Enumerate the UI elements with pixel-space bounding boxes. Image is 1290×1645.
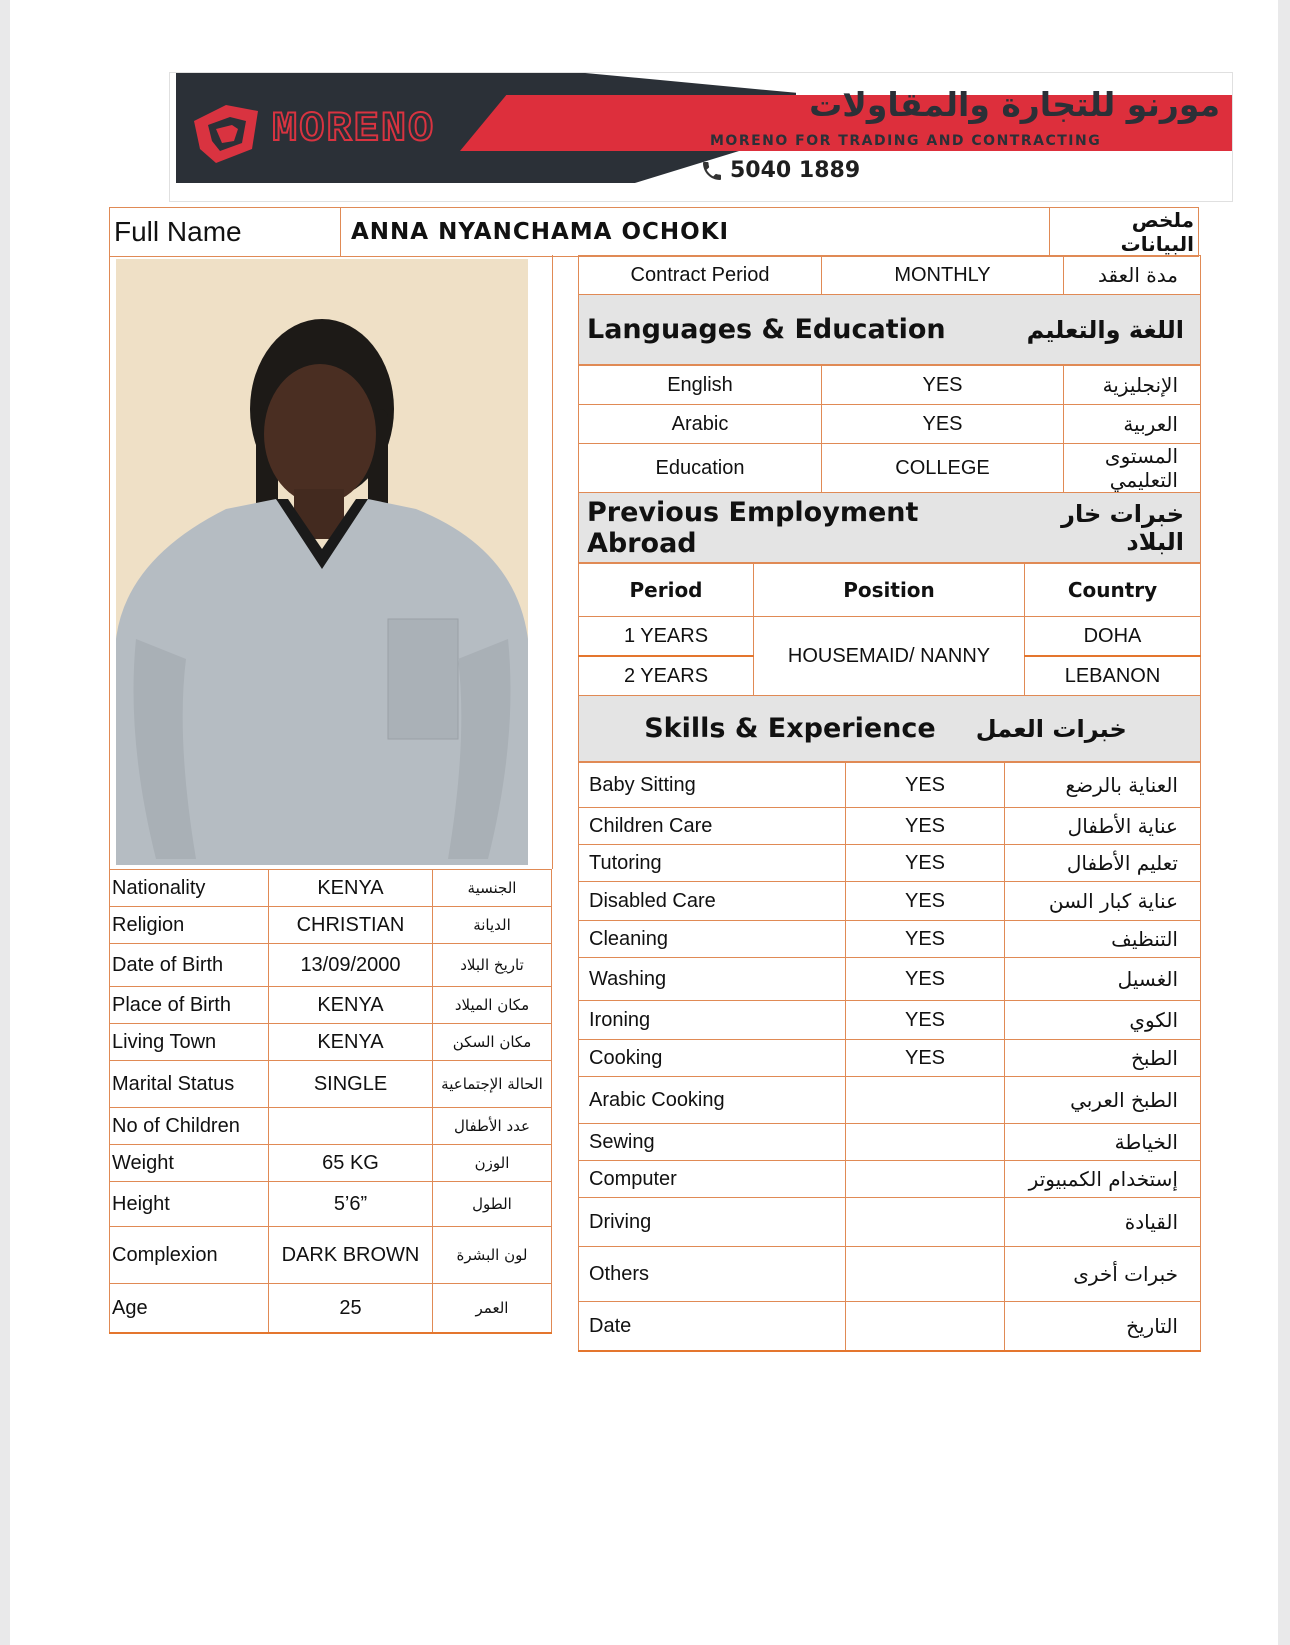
skill-label: Ironing [579,1001,846,1040]
skill-value: YES [846,882,1005,921]
skill-row [579,921,1201,958]
personal-row [110,870,552,907]
skill-label: Washing [579,958,846,1001]
skills-title-arabic: خبرات العمل [975,714,1127,743]
skill-row [579,1198,1201,1247]
skill-value: YES [846,845,1005,882]
skill-value [846,1302,1005,1352]
employment-section-header [578,493,1201,563]
language-value: COLLEGE [822,444,1064,493]
skill-ar: التنظيف [1005,921,1201,958]
personal-label: Marital Status [110,1061,269,1108]
language-value: YES [822,366,1064,405]
skill-row [579,882,1201,921]
employment-header-period: Period [579,564,754,617]
contract-table [578,255,1201,295]
skill-value: YES [846,958,1005,1001]
personal-label: Religion [110,907,269,944]
skill-ar: عناية الأطفال [1005,808,1201,845]
personal-ar: الديانة [433,907,552,944]
languages-title-arabic: اللغة والتعليم [1026,315,1184,344]
skill-ar: عناية كبار السن [1005,882,1201,921]
skill-row [579,808,1201,845]
skills-section-header [578,696,1201,762]
skill-label: Driving [579,1198,846,1247]
skill-value: YES [846,1040,1005,1077]
personal-row [110,1227,552,1284]
personal-label: Living Town [110,1024,269,1061]
skill-label: Children Care [579,808,846,845]
contract-period-arabic: مدة العقد [1064,256,1201,295]
language-ar: الإنجليزية [1064,366,1201,405]
skill-row [579,1124,1201,1161]
cv-page [10,0,1278,1645]
personal-label: Age [110,1284,269,1334]
skill-value [846,1198,1005,1247]
full-name-row [109,207,1199,257]
contract-period-value: MONTHLY [822,256,1064,295]
employment-position: HOUSEMAID/ NANNY [754,617,1025,696]
skill-value [846,1077,1005,1124]
skill-row [579,958,1201,1001]
skill-value: YES [846,921,1005,958]
moreno-logo-icon [186,91,266,171]
languages-title: Languages & Education [587,314,946,345]
skill-ar: العناية بالرضع [1005,763,1201,808]
skill-ar: القيادة [1005,1198,1201,1247]
contract-period-label: Contract Period [579,256,822,295]
skill-label: Others [579,1247,846,1302]
skill-row [579,1077,1201,1124]
language-row [579,366,1201,405]
personal-row [110,907,552,944]
language-row [579,405,1201,444]
full-name-label: Full Name [110,208,341,257]
employment-title: Previous Employment Abroad [587,496,919,559]
skill-value [846,1247,1005,1302]
personal-value: KENYA [269,870,433,907]
employment-table [578,563,1201,696]
personal-row [110,944,552,987]
skill-ar: الغسيل [1005,958,1201,1001]
language-ar: المستوى التعليمي [1064,444,1201,493]
personal-ar: لون البشرة [433,1227,552,1284]
personal-value: 13/09/2000 [269,944,433,987]
skill-value: YES [846,808,1005,845]
skills-title: Skills & Experience [644,713,936,744]
personal-ar: الجنسية [433,870,552,907]
employment-period-2: 2 YEARS [579,656,754,696]
personal-label: Height [110,1182,269,1227]
right-column [578,255,1201,1352]
personal-value: KENYA [269,987,433,1024]
personal-row [110,1284,552,1334]
photo-frame [109,255,553,869]
personal-value [269,1108,433,1145]
personal-ar: عدد الأطفال [433,1108,552,1145]
employment-country-2: LEBANON [1025,656,1201,696]
personal-value: DARK BROWN [269,1227,433,1284]
skill-label: Baby Sitting [579,763,846,808]
skill-ar: تعليم الأطفال [1005,845,1201,882]
company-banner [170,73,1232,201]
personal-info-table [109,869,552,1334]
skill-label: Disabled Care [579,882,846,921]
skill-ar: إستخدام الكمبيوتر [1005,1161,1201,1198]
personal-label: Nationality [110,870,269,907]
skill-value [846,1161,1005,1198]
personal-ar: مكان السكن [433,1024,552,1061]
personal-ar: الوزن [433,1145,552,1182]
personal-row [110,1108,552,1145]
phone-row [700,158,860,183]
brand-name: MORENO [272,105,436,153]
personal-value: 5’6” [269,1182,433,1227]
language-label: Arabic [579,405,822,444]
phone-number: 5040 1889 [730,158,861,183]
skill-ar: التاريخ [1005,1302,1201,1352]
personal-ar: العمر [433,1284,552,1334]
skill-row [579,1040,1201,1077]
personal-ar: الطول [433,1182,552,1227]
skill-row [579,1001,1201,1040]
employment-country-1: DOHA [1025,617,1201,657]
personal-row [110,987,552,1024]
languages-table [578,365,1201,493]
skill-row [579,1247,1201,1302]
personal-row [110,1182,552,1227]
personal-row [110,1061,552,1108]
language-label: Education [579,444,822,493]
employment-header-country: Country [1025,564,1201,617]
language-label: English [579,366,822,405]
languages-section-header [578,295,1201,365]
skill-value: YES [846,1001,1005,1040]
phone-icon [700,159,724,183]
full-name-value: ANNA NYANCHAMA OCHOKI [341,208,1050,257]
skill-value: YES [846,763,1005,808]
employment-header-position: Position [754,564,1025,617]
skill-label: Cooking [579,1040,846,1077]
skill-row [579,763,1201,808]
language-value: YES [822,405,1064,444]
skill-ar: الخياطة [1005,1124,1201,1161]
skills-table [578,762,1201,1352]
personal-label: Weight [110,1145,269,1182]
personal-value: 65 KG [269,1145,433,1182]
personal-label: Date of Birth [110,944,269,987]
employment-period-1: 1 YEARS [579,617,754,657]
personal-row [110,1024,552,1061]
skill-value [846,1124,1005,1161]
skill-row [579,845,1201,882]
personal-label: No of Children [110,1108,269,1145]
brand-tagline: MORENO FOR TRADING AND CONTRACTING [710,133,1102,149]
language-ar: العربية [1064,405,1201,444]
brand-name-arabic: مورنو للتجارة والمقاولات [809,85,1220,124]
skill-label: Tutoring [579,845,846,882]
language-row [579,444,1201,493]
skill-ar: الطبخ [1005,1040,1201,1077]
skill-row [579,1302,1201,1352]
personal-ar: مكان الميلاد [433,987,552,1024]
summary-arabic-label: ملخص البيانات [1050,208,1199,257]
skill-label: Cleaning [579,921,846,958]
personal-ar: تاريخ البلاد [433,944,552,987]
candidate-photo [116,259,528,865]
skill-ar: خبرات أخرى [1005,1247,1201,1302]
personal-value: CHRISTIAN [269,907,433,944]
skill-label: Arabic Cooking [579,1077,846,1124]
skill-row [579,1161,1201,1198]
personal-value: KENYA [269,1024,433,1061]
skill-ar: الكوي [1005,1001,1201,1040]
skill-label: Computer [579,1161,846,1198]
personal-label: Complexion [110,1227,269,1284]
personal-value: 25 [269,1284,433,1334]
personal-value: SINGLE [269,1061,433,1108]
candidate-portrait-image [116,259,528,865]
personal-ar: الحالة الإجتماعية [433,1061,552,1108]
skill-ar: الطبخ العربي [1005,1077,1201,1124]
skill-label: Sewing [579,1124,846,1161]
personal-row [110,1145,552,1182]
employment-title-arabic: خبرات خار البلاد [1061,499,1184,556]
personal-label: Place of Birth [110,987,269,1024]
skill-label: Date [579,1302,846,1352]
